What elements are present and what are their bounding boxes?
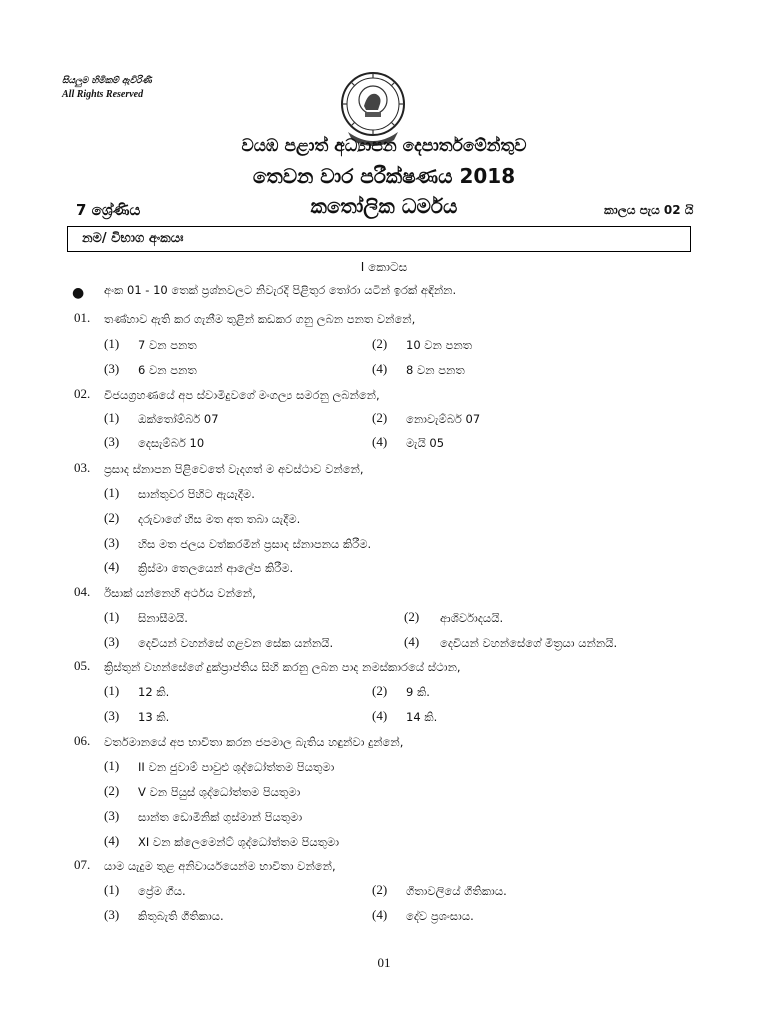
option-text[interactable]: 13 කි. — [138, 710, 170, 724]
option-number: (2) — [372, 336, 388, 351]
option-number: (2) — [104, 783, 120, 798]
option-number: (4) — [372, 361, 388, 376]
option-number: (4) — [104, 833, 120, 848]
name-label: නම/ විභාග අංකයඃ — [82, 231, 184, 246]
option-text[interactable]: V වන පියුස් ශුද්ධෝත්තම පියතුමා — [138, 785, 301, 799]
question-text: විජයග්‍රහණයේ අප ස්වාමිදුවගේ මංගල්‍ය සමරනු ලබන්නේ, — [104, 388, 380, 402]
option-number: (2) — [372, 683, 388, 698]
rights-sinhala: සියලුම හිමිකම් ඇවිරිණි — [62, 76, 152, 86]
option-text[interactable]: ආශිර්වාදයයි. — [440, 611, 504, 625]
option-number: (1) — [104, 410, 120, 425]
option-text[interactable]: 14 කි. — [406, 710, 438, 724]
option-text[interactable]: කිතුබැති ගීතිකාය. — [138, 909, 224, 923]
option-number: (1) — [104, 882, 120, 897]
bullet-icon: ● — [72, 285, 85, 301]
department-title: වයඹ පළාත් අධ්‍යාපන දෙපාර්තමේන්තුව — [241, 136, 527, 156]
option-number: (3) — [104, 634, 120, 649]
question-text: ඊසාක් යන්නෙහි අර්ථය වන්නේ, — [104, 586, 256, 600]
page-number: 01 — [377, 955, 391, 970]
option-text[interactable]: 7 වන පනත — [138, 338, 197, 352]
option-text[interactable]: ගීතාවලියේ ගීතිකාය. — [406, 884, 507, 898]
option-number: (4) — [372, 434, 388, 449]
option-text[interactable]: II වන ජුවාම් පාවුළු ශුද්ධෝත්තම පියතුමා — [138, 760, 335, 774]
option-number: (3) — [104, 361, 120, 376]
option-number: (1) — [104, 485, 120, 500]
option-text[interactable]: දෙසැම්බර් 10 — [138, 436, 205, 450]
option-number: (3) — [104, 808, 120, 823]
option-number: (1) — [104, 336, 120, 351]
option-text[interactable]: හිස මත ජලය වත්කරමින් ප්‍රසාද ස්නාපනය කිරීම. — [138, 537, 372, 551]
option-text[interactable]: සාන්තුවර පිහිට ඇයැදීම. — [138, 487, 255, 501]
option-text[interactable]: නොවැම්බර් 07 — [406, 412, 481, 426]
option-text[interactable]: 6 වන පනත — [138, 363, 197, 377]
instruction-text: අංක 01 - 10 තෙක් ප්‍රශ්නවලට නිවැරදි පිළිතුර තෝරා යටින් ඉරක් අඳින්න. — [104, 283, 457, 297]
option-number: (1) — [104, 758, 120, 773]
question-number: 05. — [74, 658, 91, 673]
option-number: (3) — [104, 907, 120, 922]
option-number: (3) — [104, 708, 120, 723]
government-emblem-icon — [334, 70, 412, 146]
question-number: 06. — [74, 733, 91, 748]
question-text: තණ්හාව ඇති කර ගැනීම තුළින් කඩකර ගනු ලබන පනත වන්නේ, — [104, 312, 416, 326]
option-text[interactable]: 10 වන පනත — [406, 338, 473, 352]
option-number: (1) — [104, 683, 120, 698]
grade-label: 7 ශ්‍රේණිය — [76, 201, 141, 219]
option-text[interactable]: 9 කි. — [406, 685, 430, 699]
question-number: 07. — [74, 857, 91, 872]
option-text[interactable]: දෙවියන් වහන්සේ ගළවන සේක යන්නයි. — [138, 636, 334, 650]
exam-title: තෙවන වාර පරීක්ෂණය 2018 — [252, 164, 516, 188]
option-text[interactable]: මැයි 05 — [406, 436, 445, 450]
subject-title: කතෝලික ධර්මය — [310, 194, 458, 218]
option-text[interactable]: 12 කි. — [138, 685, 170, 699]
option-text[interactable]: ප්‍රේම ගීය. — [138, 884, 186, 898]
option-number: (4) — [104, 559, 120, 574]
rights-english: All Rights Reserved — [62, 89, 144, 100]
option-text[interactable]: දරුවාගේ හිස මත අත තබා යැදීම. — [138, 512, 301, 526]
question-number: 02. — [74, 386, 91, 401]
option-number: (4) — [372, 907, 388, 922]
question-text: යාම යැදුම තුළ අනිවාර්යයෙන්ම භාවිතා වන්නේ, — [104, 859, 336, 873]
option-number: (1) — [104, 609, 120, 624]
question-number: 01. — [74, 310, 91, 325]
option-text[interactable]: ඔක්තෝම්බර් 07 — [138, 412, 219, 426]
option-text[interactable]: සිනාසීමයි. — [138, 611, 188, 625]
question-text: ප්‍රසාද ස්නාපන පිළිවෙතේ වැදගත් ම අවස්ථාව වන්නේ, — [104, 462, 364, 476]
question-number: 04. — [74, 584, 91, 599]
option-text[interactable]: දෙවියන් වහන්සේගේ මිත්‍රයා යන්නයි. — [440, 636, 618, 650]
time-label: කාලය පැය 02 යි — [604, 203, 694, 217]
option-text[interactable]: 8 වන පනත — [406, 363, 465, 377]
option-number: (3) — [104, 535, 120, 550]
option-text[interactable]: XI වන ක්ලෙමෙන්ට් ශුද්ධෝත්තම පියතුමා — [138, 835, 340, 849]
option-number: (3) — [104, 434, 120, 449]
option-number: (2) — [372, 410, 388, 425]
option-text[interactable]: දේව ප්‍රශංසාය. — [406, 909, 474, 923]
option-number: (2) — [404, 609, 420, 624]
question-text: වර්තමානයේ අප භාවිතා කරන ජපමාල බැතිය හඳුන්වා දුන්නේ, — [104, 735, 404, 749]
option-number: (4) — [372, 708, 388, 723]
option-number: (4) — [404, 634, 420, 649]
option-text[interactable]: ක්‍රිස්මා තෙලයෙන් ආලේප කිරීම. — [138, 561, 294, 575]
question-text: ක්‍රිස්තුන් වහන්සේගේ දුක්ප්‍රාප්තිය සිහි කරනු ලබන පාද නමස්කාරයේ ස්ථාන, — [104, 660, 461, 674]
question-number: 03. — [74, 460, 91, 475]
option-text[interactable]: සාන්ත ඩොමිනික් ගුස්මාන් පියතුමා — [138, 810, 303, 824]
option-number: (2) — [104, 510, 120, 525]
option-number: (2) — [372, 882, 388, 897]
part-title: I කොටස — [360, 260, 408, 274]
